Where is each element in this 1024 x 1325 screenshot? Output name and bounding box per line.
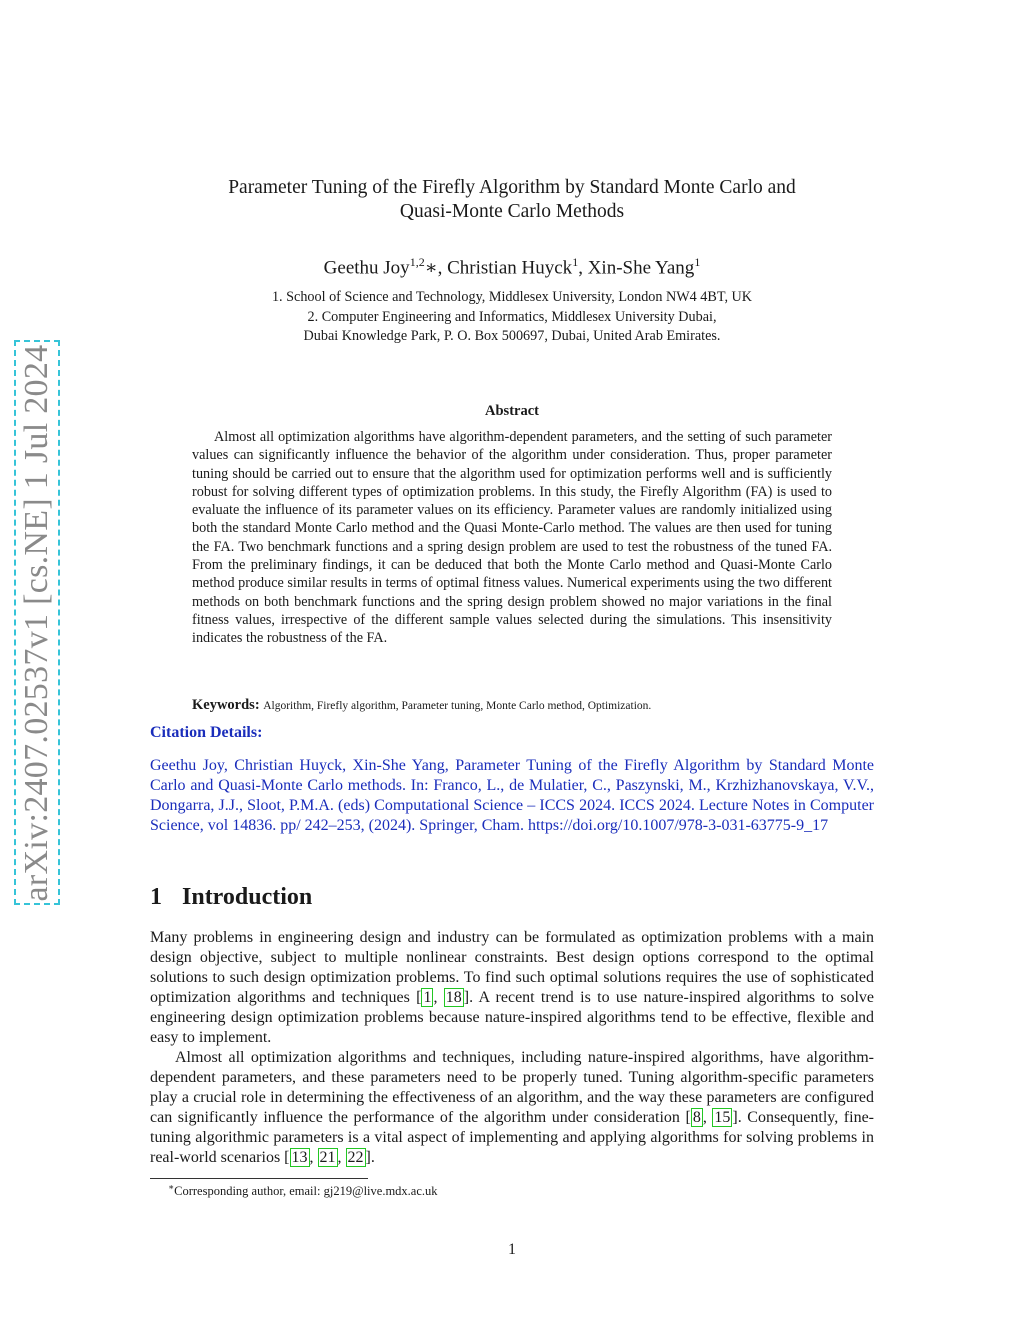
paragraph-text: Many problems in engineering design and industry can be formulated as optimization problems with a main design objective, subject to multiple nonlinear constraints. Best design options correspond to the optimal solutions to such design optimization problems. To find such optimal solutions requires the use of sophisticated optimization algorithms and techniques [ [150, 929, 874, 1006]
abstract-text: Almost all optimization algorithms have algorithm-dependent parameters, and the setting of such parameter values can significantly influence the behavior of the algorithm under consideration. Thus, proper parameter tuning should be carried out to ensure that the algorithm used for optimization performs well and is sufficiently robust for solving different types of optimization problems. In this study, the Firefly Algorithm (FA) is used to evaluate the influence of its parameter values on its efficiency. Parameter values are randomly initialized using both the standard Monte Carlo method and the Quasi Monte-Carlo method. The values are then used for tuning the FA. Two benchmark functions and a spring design problem are used to test the robustness of the tuned FA. From the preliminary findings, it can be deduced that both the Monte Carlo method and Quasi-Monte Carlo method produce similar results in terms of optimal fitness values. Numerical experiments using the two different methods on both benchmark functions and the spring design problem showed no major variations in the final fitness values, irrespective of the different sample values selected during the simulations. This insensitivity indicates the robustness of the FA. [192, 429, 832, 647]
abstract-heading: Abstract [485, 403, 539, 419]
paragraph-text: , [309, 1149, 318, 1166]
author-name: Christian Huyck [447, 257, 573, 279]
intro-paragraph-1 [150, 928, 874, 1048]
author-name: Geethu Joy [323, 257, 410, 279]
title-line-1: Parameter Tuning of the Firefly Algorithm by Standard Monte Carlo and [228, 177, 796, 198]
section-heading [150, 884, 312, 911]
author-list [150, 250, 874, 280]
paragraph-text: Almost all optimization algorithms and techniques, including nature-inspired algorithms, have algorithm-dependent parameters, and these parameters need to be properly tuned. Tuning algorithm-specific parameters play a crucial role in determining the effectiveness of an algorithm, and the way these parameters are configured can significantly influence the performance of the algorithm under consideration [ [150, 1049, 874, 1126]
author-separator: , [578, 257, 588, 279]
footnote [168, 1182, 438, 1199]
author-affil-sup: 1 [572, 255, 579, 269]
title-line-2: Quasi-Monte Carlo Methods [399, 201, 625, 222]
affiliation-line: 1. School of Science and Technology, Middlesex University, London NW4 4BT, UK [271, 289, 753, 305]
citation-heading: Citation Details: [150, 724, 263, 741]
paragraph-text: , [702, 1109, 713, 1126]
reference-link[interactable]: 21 [319, 1149, 336, 1166]
reference-link[interactable]: 1 [423, 989, 432, 1006]
author-separator: ∗, [424, 257, 448, 279]
reference-link[interactable]: 18 [445, 989, 462, 1006]
keywords-label: Keywords: [192, 697, 260, 713]
keywords-text: Algorithm, Firefly algorithm, Parameter tuning, Monte Carlo method, Optimization. [263, 700, 652, 712]
reference-link[interactable]: 13 [291, 1149, 308, 1166]
paragraph-text: ]. Consequently, fine-tuning algorithmic parameters is a vital aspect of implementing and applying algorithms for solving problems in real-world scenarios [ [150, 1109, 875, 1166]
arxiv-stamp [14, 340, 60, 905]
page-number: 1 [508, 1241, 516, 1258]
affiliation-line: Dubai Knowledge Park, P. O. Box 500697, Dubai, United Arab Emirates. [303, 328, 721, 344]
paragraph-text: ]. [365, 1149, 375, 1166]
footnote-text: Corresponding author, email: gj219@live.mdx.ac.uk [174, 1184, 438, 1199]
author-affil-sup: 1 [694, 255, 701, 269]
affiliations [150, 288, 874, 347]
author-affil-sup: 1,2 [409, 255, 425, 269]
intro-paragraph-2 [150, 1048, 874, 1168]
paragraph-text: ]. A recent trend is to use nature-inspired algorithms to solve engineering design optimization problems because nature-inspired algorithms tend to be effective, flexible and easy to implement. [150, 989, 875, 1046]
affiliation-line: 2. Computer Engineering and Informatics, Middlesex University Dubai, [307, 308, 717, 325]
footnote-mark: ∗ [168, 1182, 175, 1192]
reference-link[interactable]: 8 [692, 1109, 701, 1126]
paper-title [150, 176, 874, 224]
reference-link[interactable]: 15 [714, 1109, 731, 1126]
citation-link[interactable]: Geethu Joy, Christian Huyck, Xin-She Yang, Parameter Tuning of the Firefly Algorithm by Standard Monte Carlo and Quasi-Monte Carlo methods. In: Franco, L., de Mulatier, C., Paszynski, M., Krzhizhanovskaya, V.V., Dongarra, J.J., Sloot, P.M.A. (eds) Computational Science – ICCS 2024. ICCS 2024. Lecture Notes in Computer Science, vol 14836. pp/ 242–253, (2024). Springer, Cham. https://doi.org/10.1007/978-3-031-63775-9_17 [150, 757, 874, 834]
arxiv-stamp-text: arXiv:2407.02537v1 [cs.NE] 1 Jul 2024 [18, 344, 55, 901]
section-title: Introduction [182, 884, 313, 910]
author-name: Xin-She Yang [587, 257, 695, 279]
paragraph-text: , [433, 989, 444, 1006]
footnote-divider [150, 1178, 368, 1179]
section-number: 1 [150, 884, 162, 910]
keywords [192, 696, 832, 715]
reference-link[interactable]: 22 [347, 1149, 364, 1166]
paragraph-text: , [337, 1149, 346, 1166]
